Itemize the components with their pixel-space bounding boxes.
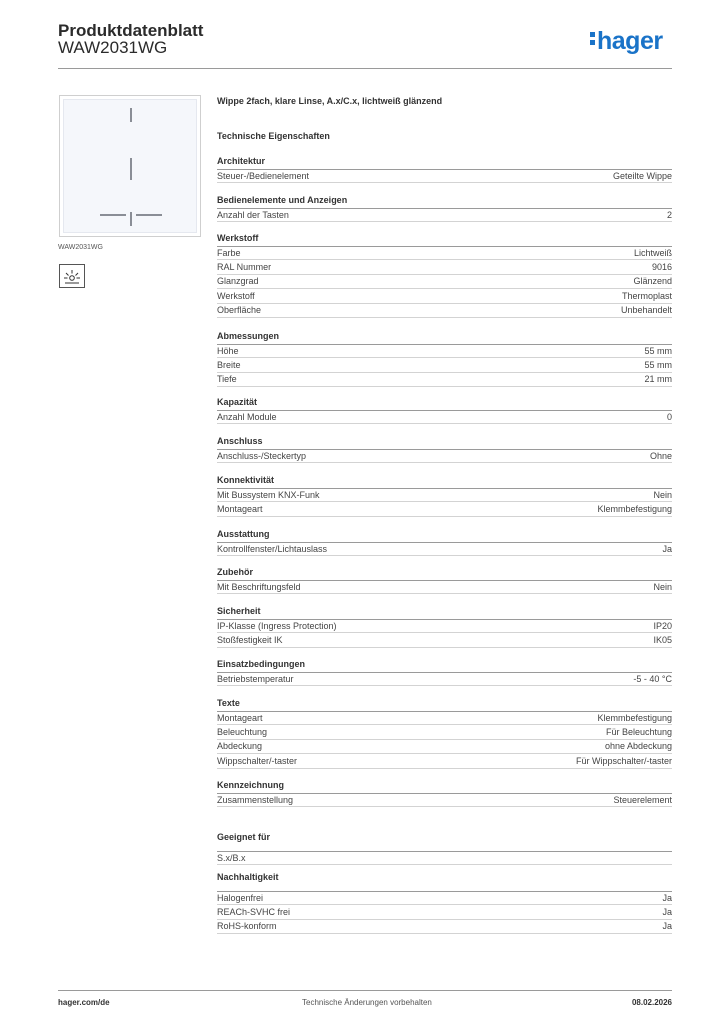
- spec-value: 55 mm: [644, 359, 672, 370]
- section-title: Architektur: [217, 156, 266, 166]
- spec-label: Wippschalter/-taster: [217, 755, 298, 766]
- spec-label: Zusammenstellung: [217, 795, 294, 805]
- rocker-top-mark: [130, 108, 132, 122]
- spec-label: Stoßfestigkeit IK: [217, 634, 283, 645]
- footer-note: Technische Änderungen vorbehalten: [302, 998, 432, 1007]
- spec-label: IP-Klasse (Ingress Protection): [217, 621, 337, 631]
- spec-value: Klemmbefestigung: [597, 713, 672, 723]
- spec-value: 0: [666, 412, 672, 422]
- spec-row: [217, 373, 672, 387]
- section-title: Werkstoff: [217, 233, 259, 243]
- spec-label: Glanzgrad: [217, 276, 259, 287]
- spec-label: Oberfläche: [217, 305, 262, 316]
- spec-label: Mit Beschriftungsfeld: [217, 582, 301, 592]
- spec-value: IP20: [653, 621, 672, 631]
- spec-row: [217, 542, 672, 556]
- spec-value: Geteilte Wippe: [612, 171, 672, 181]
- spec-row: [217, 851, 672, 865]
- spec-value: Glänzend: [633, 276, 672, 287]
- spec-value: 55 mm: [644, 346, 672, 356]
- spec-row: [217, 261, 672, 275]
- logo-text: hager: [597, 27, 663, 55]
- light-indicator-icon: [59, 264, 85, 288]
- rocker-center-mark: [130, 158, 132, 180]
- spec-value: Ja: [662, 906, 672, 917]
- spec-label: Tiefe: [217, 374, 237, 385]
- section-title: Kennzeichnung: [217, 780, 284, 790]
- spec-row: [217, 169, 672, 183]
- spec-row: [217, 634, 672, 648]
- spec-label: Abdeckung: [217, 741, 263, 752]
- spec-row: [217, 920, 672, 934]
- spec-value: Ja: [662, 544, 672, 554]
- rocker-surface: [63, 99, 197, 233]
- section-title: Zubehör: [217, 567, 253, 577]
- section-title: Abmessungen: [217, 331, 280, 341]
- image-caption: WAW2031WG: [58, 244, 103, 251]
- spec-row: [217, 304, 672, 318]
- spec-row: [217, 740, 672, 754]
- spec-value: -5 - 40 °C: [633, 674, 672, 684]
- spec-label: Höhe: [217, 346, 239, 356]
- spec-label: RoHS-konform: [217, 921, 277, 932]
- footer-date: 08.02.2026: [631, 998, 672, 1007]
- spec-row: [217, 290, 672, 304]
- spec-value: 2: [666, 210, 672, 220]
- spec-row: [217, 580, 672, 594]
- spec-label: Kontrollfenster/Lichtauslass: [217, 544, 328, 554]
- spec-value: Nein: [653, 490, 672, 500]
- spec-row: [217, 726, 672, 740]
- spec-label: Mit Bussystem KNX-Funk: [217, 490, 320, 500]
- spec-value: Nein: [653, 582, 672, 592]
- spec-value: Thermoplast: [621, 290, 672, 301]
- footer-url[interactable]: hager.com/de: [58, 998, 110, 1007]
- spec-row: [217, 891, 672, 905]
- product-title: Wippe 2fach, klare Linse, A.x/C.x, lichtweiß glänzend: [217, 96, 443, 106]
- spec-value: Für Beleuchtung: [605, 726, 672, 737]
- spec-label: Breite: [217, 359, 241, 370]
- spec-label: Beleuchtung: [217, 726, 268, 737]
- spec-row: [217, 246, 672, 260]
- spec-label: REACh-SVHC frei: [217, 906, 291, 917]
- page-title: Produktdatenblatt: [58, 21, 204, 40]
- footer-divider: [58, 990, 672, 991]
- section-title: Geeignet für: [217, 832, 271, 842]
- hager-logo[interactable]: [590, 27, 663, 56]
- spec-row: [217, 344, 672, 358]
- spec-label: RAL Nummer: [217, 261, 272, 272]
- spec-value: Ja: [662, 893, 672, 903]
- spec-value: Für Wippschalter/-taster: [575, 755, 672, 766]
- spec-label: Anschluss-/Steckertyp: [217, 451, 307, 461]
- spec-value: IK05: [653, 634, 672, 645]
- section-title: Sicherheit: [217, 606, 261, 616]
- spec-label: Montageart: [217, 713, 263, 723]
- spec-value: 9016: [651, 261, 672, 272]
- spec-value: Ja: [662, 921, 672, 932]
- section-title: Bedienelemente und Anzeigen: [217, 195, 348, 205]
- header-divider: [58, 68, 672, 69]
- spec-row: [217, 619, 672, 633]
- spec-row: [217, 672, 672, 686]
- spec-label: Halogenfrei: [217, 893, 264, 903]
- spec-row: [217, 793, 672, 807]
- section-title: Konnektivität: [217, 475, 275, 485]
- spec-row: [217, 755, 672, 769]
- section-title: Kapazität: [217, 397, 258, 407]
- spec-label: Steuer-/Bedienelement: [217, 171, 310, 181]
- spec-value: Lichtweiß: [633, 248, 672, 258]
- spec-value: Steuerelement: [613, 795, 672, 805]
- spec-value: Klemmbefestigung: [597, 503, 672, 514]
- spec-label: Anzahl der Tasten: [217, 210, 289, 220]
- product-code: WAW2031WG: [58, 38, 168, 57]
- spec-label: Farbe: [217, 248, 241, 258]
- rocker-right-mark: [136, 214, 162, 216]
- spec-row: [217, 906, 672, 920]
- section-title: Anschluss: [217, 436, 263, 446]
- logo-dots-icon: [590, 32, 596, 48]
- spec-row: [217, 208, 672, 222]
- product-image: [59, 95, 201, 237]
- tech-heading: Technische Eigenschaften: [217, 131, 330, 141]
- section-title: Texte: [217, 698, 240, 708]
- spec-row: [217, 711, 672, 725]
- spec-value: Ohne: [649, 451, 672, 461]
- spec-row: [217, 410, 672, 424]
- spec-label: Montageart: [217, 503, 263, 514]
- spec-value: ohne Abdeckung: [604, 741, 672, 752]
- spec-row: [217, 449, 672, 463]
- spec-label: S.x/B.x: [217, 853, 246, 863]
- rocker-left-mark: [100, 214, 126, 216]
- spec-row: [217, 275, 672, 289]
- spec-label: Betriebstemperatur: [217, 674, 294, 684]
- section-title: Einsatzbedingungen: [217, 659, 306, 669]
- spec-label: Werkstoff: [217, 290, 255, 301]
- section-title: Ausstattung: [217, 529, 270, 539]
- section-title: Nachhaltigkeit: [217, 872, 279, 882]
- spec-label: Anzahl Module: [217, 412, 277, 422]
- spec-value: Unbehandelt: [620, 305, 672, 316]
- rocker-bottom-mark: [130, 212, 132, 226]
- spec-row: [217, 488, 672, 502]
- spec-row: [217, 359, 672, 373]
- spec-row: [217, 503, 672, 517]
- spec-value: 21 mm: [644, 374, 672, 385]
